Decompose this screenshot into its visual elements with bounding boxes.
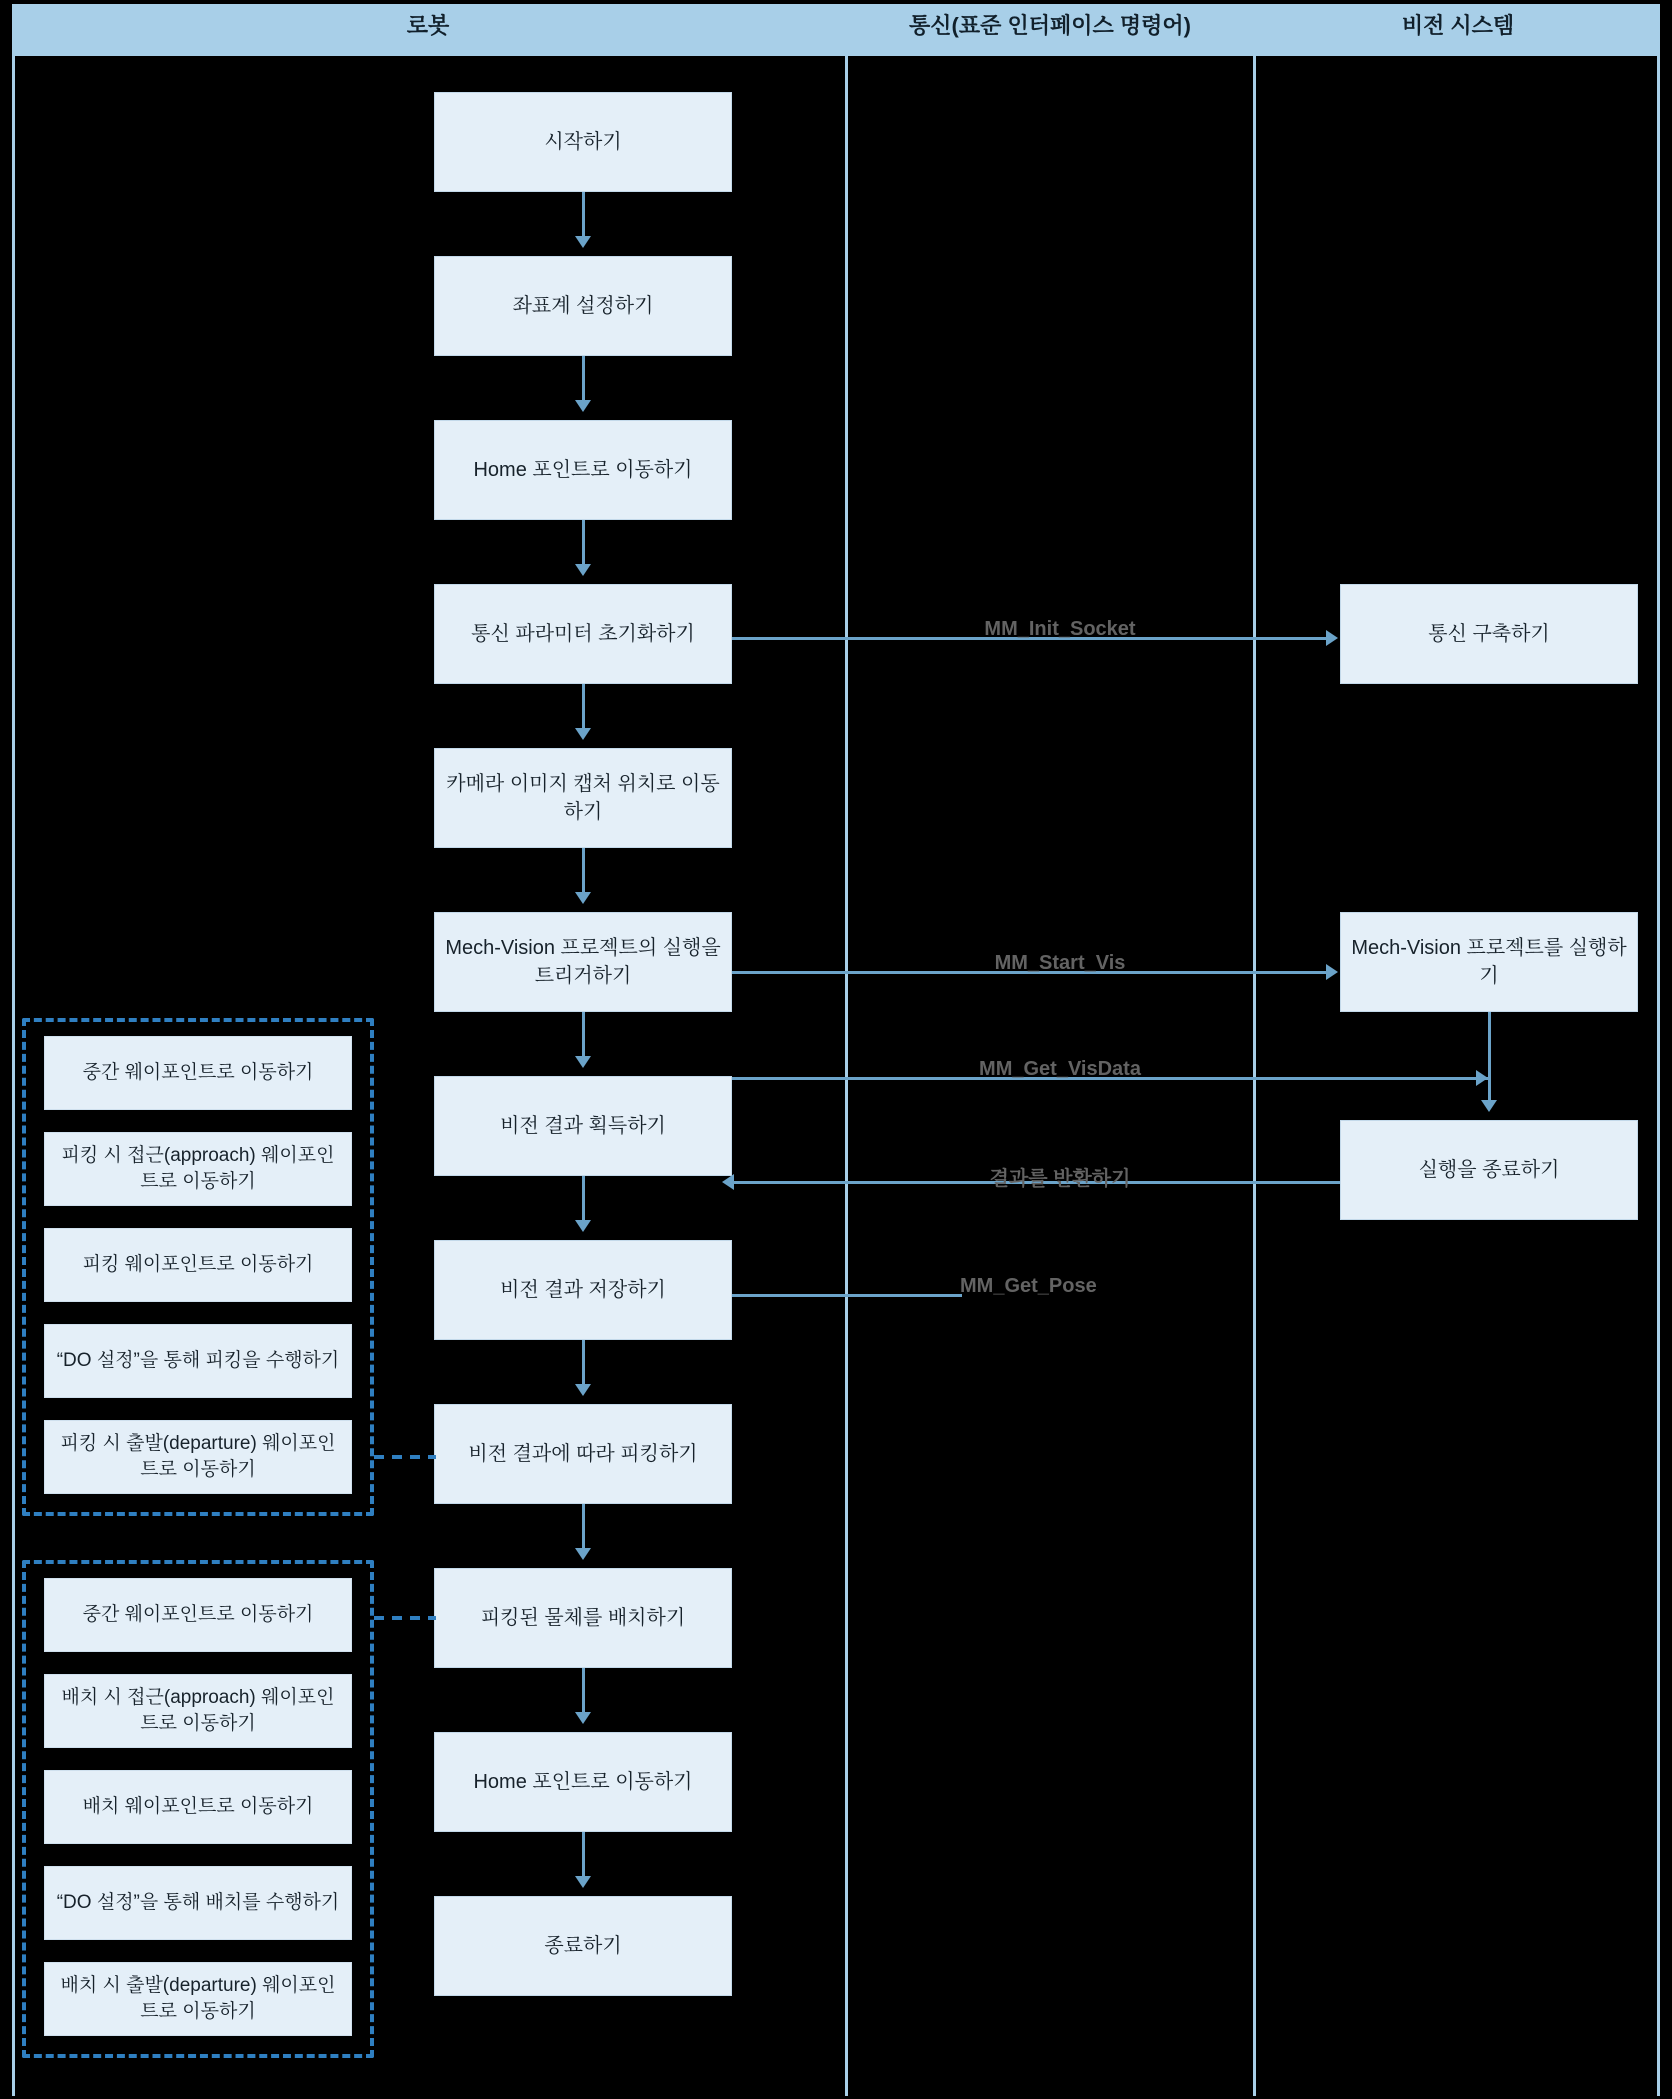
- node-place-approach[interactable]: [44, 1674, 352, 1748]
- arrowhead-home1: [575, 400, 591, 412]
- label-mm-get-pose: MM_Get_Pose: [960, 1275, 1097, 1297]
- node-pick-mid-label: 중간 웨이포인트로 이동하기: [82, 1062, 314, 1083]
- lane-header-communication: 통신(표준 인터페이스 명령어): [909, 13, 1191, 38]
- label-mm-start-vis: MM_Start_Vis: [994, 952, 1126, 974]
- arrowhead-home2: [575, 1712, 591, 1724]
- node-run-project[interactable]: [1340, 912, 1638, 1012]
- arrowhead-pick: [575, 1384, 591, 1396]
- connector-pick-group-link: [374, 1455, 436, 1459]
- connector-place-to-home2: [582, 1668, 585, 1714]
- lane-border-left: [12, 56, 15, 2096]
- node-pick-point-label: 피킹 웨이포인트로 이동하기: [82, 1254, 314, 1275]
- connector-pick-to-place: [582, 1504, 585, 1550]
- node-run-project-label: Mech-Vision 프로젝트를 실행하기: [1351, 937, 1627, 987]
- label-return-result: 결과를 반환하기: [989, 1168, 1131, 1190]
- node-get-result-label: 비전 결과 획득하기: [500, 1115, 666, 1137]
- node-init-comm-label: 통신 파라미터 초기화하기: [471, 623, 695, 645]
- node-save-result[interactable]: [434, 1240, 732, 1340]
- node-start-label: 시작하기: [544, 131, 622, 153]
- node-move-home-2-label: Home 포인트로 이동하기: [473, 1771, 693, 1793]
- connector-getresult-to-saveresult: [582, 1176, 585, 1222]
- connector-trigger-to-getresult: [582, 1012, 585, 1058]
- node-finish-run-label: 실행을 종료하기: [1418, 1159, 1560, 1181]
- arrowhead-capture: [575, 728, 591, 740]
- node-init-comm[interactable]: [434, 584, 732, 684]
- arrowhead-setframe: [575, 236, 591, 248]
- node-place[interactable]: [434, 1568, 732, 1668]
- node-pick-mid[interactable]: [44, 1036, 352, 1110]
- node-move-capture[interactable]: [434, 748, 732, 848]
- node-save-result-label: 비전 결과 저장하기: [500, 1279, 666, 1301]
- node-place-mid[interactable]: [44, 1578, 352, 1652]
- node-place-point[interactable]: [44, 1770, 352, 1844]
- node-pick-do[interactable]: [44, 1324, 352, 1398]
- node-build-communication-label: 통신 구축하기: [1428, 623, 1550, 645]
- arrowhead-getresult: [575, 1056, 591, 1068]
- lane-divider-2: [1253, 56, 1256, 2096]
- arrowhead-end: [575, 1876, 591, 1888]
- node-place-point-label: 배치 웨이포인트로 이동하기: [82, 1796, 314, 1817]
- label-mm-init-socket: MM_Init_Socket: [984, 618, 1136, 640]
- arrowhead-mm-get-visdata: [1476, 1070, 1488, 1086]
- connector-initcomm-to-capture: [582, 684, 585, 730]
- node-place-approach-label: 배치 시 접근(approach) 웨이포인트로 이동하기: [61, 1687, 335, 1734]
- connector-saveresult-to-pick: [582, 1340, 585, 1386]
- connector-home1-to-initcomm: [582, 520, 585, 566]
- node-set-frame-label: 좌표계 설정하기: [512, 295, 654, 317]
- connector-start-to-setframe: [582, 192, 585, 238]
- node-pick-approach[interactable]: [44, 1132, 352, 1206]
- node-move-home-1-label: Home 포인트로 이동하기: [473, 459, 693, 481]
- node-pick-departure-label: 피킹 시 출발(departure) 웨이포인트로 이동하기: [60, 1433, 336, 1480]
- node-move-home-1[interactable]: [434, 420, 732, 520]
- node-pick-do-label: “DO 설정”을 통해 피킹을 수행하기: [56, 1350, 340, 1371]
- connector-setframe-to-home1: [582, 356, 585, 402]
- node-end[interactable]: [434, 1896, 732, 1996]
- connector-capture-to-trigger: [582, 848, 585, 894]
- connector-home2-to-end: [582, 1832, 585, 1878]
- arrowhead-initcomm: [575, 564, 591, 576]
- arrowhead-mm-start-vis: [1326, 964, 1338, 980]
- arrowhead-return-result: [722, 1174, 734, 1190]
- node-finish-run[interactable]: [1340, 1120, 1638, 1220]
- node-end-label: 종료하기: [544, 1935, 622, 1957]
- node-pick-departure[interactable]: [44, 1420, 352, 1494]
- node-place-do-label: “DO 설정”을 통해 배치를 수행하기: [56, 1892, 340, 1913]
- arrowhead-saveresult: [575, 1220, 591, 1232]
- connector-mm-get-pose: [732, 1294, 962, 1297]
- label-mm-get-visdata: MM_Get_VisData: [979, 1058, 1141, 1080]
- node-place-departure[interactable]: [44, 1962, 352, 2036]
- node-pick[interactable]: [434, 1404, 732, 1504]
- node-pick-point[interactable]: [44, 1228, 352, 1302]
- node-move-home-2[interactable]: [434, 1732, 732, 1832]
- node-trigger-project[interactable]: [434, 912, 732, 1012]
- node-build-communication[interactable]: [1340, 584, 1638, 684]
- node-start[interactable]: [434, 92, 732, 192]
- node-get-result[interactable]: [434, 1076, 732, 1176]
- node-place-mid-label: 중간 웨이포인트로 이동하기: [82, 1604, 314, 1625]
- node-place-do[interactable]: [44, 1866, 352, 1940]
- arrowhead-place: [575, 1548, 591, 1560]
- node-place-label: 피킹된 물체를 배치하기: [480, 1607, 686, 1629]
- lane-header-vision: 비전 시스템: [1401, 13, 1515, 38]
- lane-border-right: [1657, 56, 1660, 2096]
- arrowhead-finishrun: [1481, 1100, 1497, 1112]
- node-trigger-project-label: Mech-Vision 프로젝트의 실행을 트리거하기: [445, 937, 721, 987]
- arrowhead-trigger: [575, 892, 591, 904]
- node-pick-label: 비전 결과에 따라 피킹하기: [468, 1443, 698, 1465]
- arrowhead-mm-init-socket: [1326, 630, 1338, 646]
- node-pick-approach-label: 피킹 시 접근(approach) 웨이포인트로 이동하기: [61, 1145, 335, 1192]
- node-place-departure-label: 배치 시 출발(departure) 웨이포인트로 이동하기: [60, 1975, 336, 2022]
- node-set-frame[interactable]: [434, 256, 732, 356]
- node-move-capture-label: 카메라 이미지 캡처 위치로 이동하기: [446, 773, 720, 823]
- connector-place-group-link: [374, 1616, 436, 1620]
- connector-runproject-to-finishrun: [1488, 1012, 1491, 1102]
- lane-divider-1: [845, 56, 848, 2096]
- lane-header-robot: 로봇: [406, 13, 450, 38]
